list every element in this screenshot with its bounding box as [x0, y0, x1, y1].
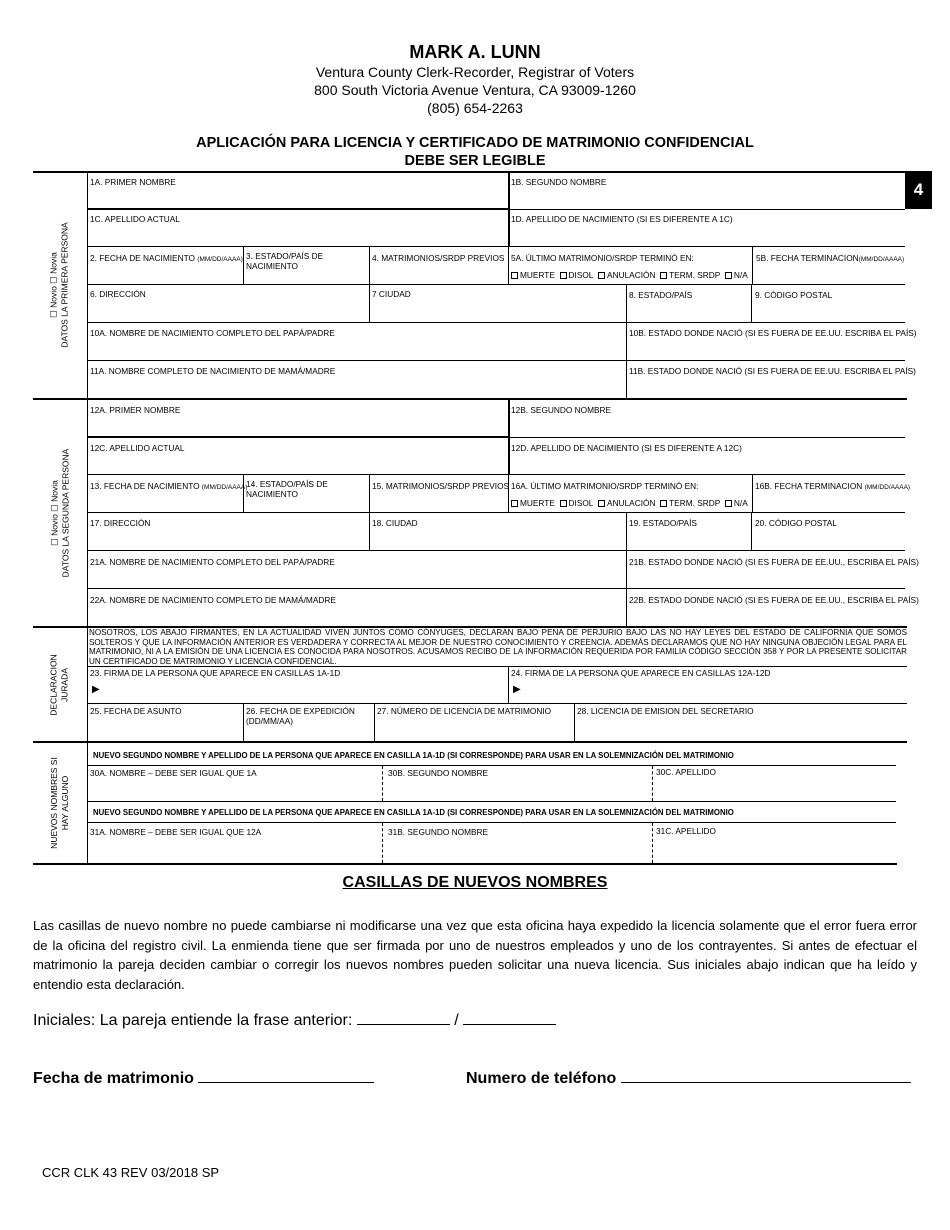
first-person-title: DATOS LA PRIMERA PERSONA	[60, 222, 70, 348]
checkbox-icon[interactable]	[660, 272, 667, 279]
opt-anulacion: ANULACIÓN	[607, 498, 656, 508]
divider	[751, 512, 752, 550]
divider	[752, 246, 753, 284]
divider	[626, 284, 627, 398]
divider	[508, 172, 510, 246]
divider	[33, 741, 907, 743]
field-17[interactable]: 17. DIRECCIÓN	[90, 518, 151, 528]
field-2-label: 2. FECHA DE NACIMIENTO	[90, 253, 195, 263]
phone-number-label: Numero de teléfono	[466, 1070, 617, 1087]
field-16b-format: (MM/DD/AAAA)	[864, 484, 911, 491]
new-names-label-1: NUEVOS NOMBRES SI	[49, 757, 60, 849]
field-25[interactable]: 25. FECHA DE ASUNTO	[90, 706, 182, 716]
divider	[88, 322, 905, 323]
wedding-date-label: Fecha de matrimonio	[33, 1070, 194, 1087]
divider	[382, 766, 383, 801]
field-5b-label: 5B. FECHA TERMINACION	[756, 253, 859, 263]
checkbox-icon[interactable]	[725, 272, 732, 279]
divider	[509, 209, 905, 210]
checkbox-icon[interactable]	[725, 500, 732, 507]
opt-term: TERM. SRDP	[669, 498, 721, 508]
opt-na: N/A	[733, 270, 748, 280]
phone-number-line	[466, 1069, 911, 1088]
opt-anulacion: ANULACIÓN	[607, 270, 656, 280]
field-31c[interactable]: 31C. APELLIDO	[656, 826, 716, 836]
divider	[88, 246, 905, 247]
divider	[626, 512, 627, 626]
divider	[87, 171, 88, 863]
checkbox-icon[interactable]	[511, 272, 518, 279]
divider	[508, 246, 509, 284]
field-9[interactable]: 9. CÓDIGO POSTAL	[755, 290, 833, 300]
initials-field-1[interactable]	[357, 1011, 450, 1025]
field-5a[interactable]: 5A. ÚLTIMO MATRIMONIO/SRDP TERMINÓ EN:	[511, 253, 694, 263]
divider	[88, 512, 905, 513]
wedding-date-field[interactable]	[198, 1069, 374, 1083]
field-16b-label: 16B. FECHA TERMINACION	[755, 481, 863, 491]
field-19[interactable]: 19. ESTADO/PAÍS	[629, 518, 697, 528]
field-5b[interactable]	[756, 253, 904, 265]
new-names-label-2: HAY ALGUNO	[60, 775, 71, 831]
field-3[interactable]: 3. ESTADO/PAÍS DE NACIMIENTO	[246, 251, 324, 271]
field-21a[interactable]: 21A. NOMBRE DE NACIMIENTO COMPLETO DEL PAPÁ/PADRE	[90, 557, 335, 567]
end-options-second[interactable]	[511, 498, 748, 508]
wedding-date-line	[33, 1069, 374, 1088]
divider	[243, 703, 244, 741]
field-24[interactable]: 24. FIRMA DE LA PERSONA QUE APARECE EN CASILLAS 12A-12D	[511, 668, 771, 678]
checkbox-icon[interactable]	[511, 500, 518, 507]
field-5b-format: (MM/DD/AAAA)	[858, 256, 905, 263]
field-16b[interactable]	[755, 481, 910, 493]
gender-checkboxes-second[interactable]: ☐ Novio ☐ Novia	[49, 480, 59, 546]
divider	[752, 474, 753, 512]
field-1b[interactable]: 1B. SEGUNDO NOMBRE	[511, 177, 607, 187]
field-6[interactable]: 6. DIRECCIÓN	[90, 289, 146, 299]
opt-disol: DISOL	[568, 498, 594, 508]
field-30b[interactable]: 30B. SEGUNDO NOMBRE	[388, 768, 489, 778]
second-person-title: DATOS LA SEGUNDA PERSONA	[60, 448, 70, 578]
address-line: 800 South Victoria Avenue Ventura, CA 93009-1260	[314, 82, 636, 98]
divider	[88, 703, 907, 704]
field-7[interactable]: 7 CIUDAD	[372, 289, 411, 299]
divider	[508, 666, 509, 703]
divider	[88, 284, 905, 285]
field-12b[interactable]: 12B. SEGUNDO NOMBRE	[511, 405, 612, 415]
field-31b[interactable]: 31B. SEGUNDO NOMBRE	[388, 827, 489, 837]
field-8[interactable]: 8. ESTADO/PAÍS	[629, 290, 693, 300]
opt-muerte: MUERTE	[520, 270, 555, 280]
field-1a[interactable]: 1A. PRIMER NOMBRE	[90, 177, 176, 187]
field-4[interactable]: 4. MATRIMONIOS/SRDP PREVIOS	[372, 253, 505, 263]
initials-field-2[interactable]	[463, 1011, 556, 1025]
arrow-right-icon: ▶	[513, 684, 521, 695]
divider	[88, 822, 896, 823]
field-13-label: 13. FECHA DE NACIMIENTO	[90, 481, 200, 491]
checkbox-icon[interactable]	[660, 500, 667, 507]
divider	[88, 360, 905, 361]
divider	[33, 398, 907, 400]
field-21b[interactable]: 21B. ESTADO DONDE NACIÓ (SI ES FUERA DE EE.UU., ESCRIBA EL PAÍS)	[629, 557, 919, 567]
field-23[interactable]: 23. FIRMA DE LA PERSONA QUE APARECE EN CASILLAS 1A-1D	[90, 668, 341, 678]
field-22a[interactable]: 22A. NOMBRE DE NACIMIENTO COMPLETO DE MAMÁ/MADRE	[90, 595, 336, 605]
opt-disol: DISOL	[568, 270, 594, 280]
field-13-format: (MM/DD/AAAA)	[201, 484, 248, 491]
field-12d[interactable]: 12D. APELLIDO DE NACIMIENTO (SI ES DIFERENTE A 12C)	[511, 443, 742, 453]
divider	[88, 801, 896, 802]
field-20[interactable]: 20. CÓDIGO POSTAL	[755, 518, 837, 528]
arrow-right-icon: ▶	[92, 684, 100, 695]
field-27[interactable]: 27. NÚMERO DE LICENCIA DE MATRIMONIO	[377, 706, 552, 716]
field-1c[interactable]: 1C. APELLIDO ACTUAL	[90, 214, 180, 224]
divider	[88, 765, 896, 766]
office-line: Ventura County Clerk-Recorder, Registrar of Voters	[315, 64, 635, 80]
phone-number-field[interactable]	[621, 1069, 911, 1083]
field-31a[interactable]: 31A. NOMBRE – DEBE SER IGUAL QUE 12A	[90, 827, 262, 837]
initials-separator: /	[454, 1012, 459, 1029]
declaration-text: NOSOTROS, LOS ABAJO FIRMANTES, EN LA ACTUALIDAD VIVEN JUNTOS COMO CÓNYUGES, DECLARAN BAJO PENA DE PERJURIO BAJO LAS NO HAY LEYES DEL ESTADO DE CALIFORNIA QUE SOMOS SOLTEROS Y QUE LA INFORMACIÓN ANTERIOR ES VERDADERA Y CORRECTA AL MEJOR DE NUESTRO CONOCIMIENTO Y CREENCIA. ADEMÁS DECLARAMOS QUE NO HAY NINGUNA OBJECIÓN LEGAL PARA EL MATRIMONIO, NI A LA EMISIÓN DE UNA LICENCIA ES CONOCIDA PARA NOSOTROS. ACUSAMOS RECIBO DE LA INFORMACIÓN REQUERIDA POR FAMILIA CÓDIGO SECCIÓN 358 Y POR LA PRESENTE SOLICITAR UN CERTIFICADO DE MATRIMONIO Y LICENCIA CONFIDENCIAL.	[89, 628, 907, 666]
field-2-format: (MM/DD/AAAA)	[197, 256, 243, 263]
field-22b[interactable]: 22B. ESTADO DONDE NACIÓ (SI ES FUERA DE EE.UU., ESCRIBA EL PAÍS)	[629, 595, 919, 605]
field-26[interactable]: 26. FECHA DE EXPEDICIÓN (DD/MM/AA)	[246, 706, 355, 726]
divider	[369, 246, 370, 322]
divider	[88, 436, 509, 438]
divider	[33, 863, 897, 865]
divider	[508, 474, 509, 512]
field-2[interactable]	[90, 253, 243, 265]
field-11a[interactable]: 11A. NOMBRE COMPLETO DE NACIMIENTO DE MAMÁ/MADRE	[90, 366, 336, 376]
opt-term: TERM. SRDP	[669, 270, 721, 280]
new-names-heading-2: NUEVO SEGUNDO NOMBRE Y APELLIDO DE LA PERSONA QUE APARECE EN CASILLA 1A-1D (SI CORRESPONDE) PARA USAR EN LA SOLEMNIZACIÓN DEL MATRIMONIO	[93, 808, 734, 817]
field-16a[interactable]: 16A. ÚLTIMO MATRIMONIO/SRDP TERMINÓ EN:	[511, 481, 699, 491]
field-10b[interactable]: 10B. ESTADO DONDE NACIÓ (SI ES FUERA DE EE.UU. ESCRIBA EL PAÍS)	[629, 328, 917, 338]
initials-line	[33, 1011, 556, 1030]
checkbox-icon[interactable]	[560, 272, 567, 279]
divider	[88, 208, 509, 210]
field-1d[interactable]: 1D. APELLIDO DE NACIMIENTO (SI ES DIFERENTE A 1C)	[511, 214, 733, 224]
opt-na: N/A	[733, 498, 748, 508]
field-30c[interactable]: 30C. APELLIDO	[656, 767, 716, 777]
divider	[574, 703, 575, 741]
field-15[interactable]: 15. MATRIMONIOS/SRDP PREVIOS	[372, 481, 510, 491]
new-names-paragraph: Las casillas de nuevo nombre no puede cambiarse ni modificarse una vez que esta oficina haya expedido la licencia solamente que el error fuera error de la oficina del registro civil. La enmienda tiene que ser firmada por uno de nuestros empleados y uno de los contrayentes. Si antes de efectuar el matrimonio la pareja deciden cambiar o corregir los nuevos nombres pueden solicitar una nueva licencia. Sus iniciales abajo indican que ha leído y entendio esta declaración.	[33, 918, 917, 992]
field-14[interactable]: 14. ESTADO/PAÍS DE NACIMIENTO	[246, 479, 328, 499]
phone-line: (805) 654-2263	[427, 100, 523, 116]
field-12c[interactable]: 12C. APELLIDO ACTUAL	[90, 443, 185, 453]
divider	[33, 171, 907, 173]
form-code: CCR CLK 43 REV 03/2018 SP	[42, 1165, 220, 1180]
field-30a[interactable]: 30A. NOMBRE – DEBE SER IGUAL QUE 1A	[90, 768, 257, 778]
initials-label: Iniciales: La pareja entiende la frase anterior:	[33, 1012, 353, 1029]
checkbox-icon[interactable]	[598, 272, 605, 279]
divider	[88, 588, 905, 589]
divider	[88, 550, 905, 551]
side-label-first-person	[33, 172, 87, 398]
side-label-new-names	[33, 743, 87, 863]
official-name: MARK A. LUNN	[409, 42, 541, 62]
divider	[374, 703, 375, 741]
end-options-first[interactable]	[511, 270, 748, 280]
divider	[369, 474, 370, 550]
divider	[382, 823, 383, 863]
new-names-title: CASILLAS DE NUEVOS NOMBRES	[342, 874, 608, 891]
side-label-declaration	[33, 628, 87, 741]
divider	[243, 474, 244, 512]
divider	[509, 437, 905, 438]
side-label-second-person	[33, 400, 87, 626]
gender-checkboxes-first[interactable]: ☐ Novio ☐ Novia	[49, 252, 59, 318]
new-names-heading-1: NUEVO SEGUNDO NOMBRE Y APELLIDO DE LA PERSONA QUE APARECE EN CASILLA 1A-1D (SI CORRESPONDE) PARA USAR EN LA SOLEMNIZACIÓN DEL MATRIMONIO	[93, 751, 734, 760]
opt-muerte: MUERTE	[520, 498, 555, 508]
form-subtitle: DEBE SER LEGIBLE	[404, 153, 546, 169]
field-11b[interactable]: 11B. ESTADO DONDE NACIÓ (SI ES FUERA DE EE.UU. ESCRIBA EL PAÍS)	[629, 366, 916, 376]
field-13[interactable]	[90, 481, 247, 493]
field-18[interactable]: 18. CIUDAD	[372, 518, 418, 528]
field-12a[interactable]: 12A. PRIMER NOMBRE	[90, 405, 181, 415]
form-title: APLICACIÓN PARA LICENCIA Y CERTIFICADO DE MATRIMONIO CONFIDENCIAL	[196, 135, 754, 151]
divider	[243, 246, 244, 284]
divider	[652, 823, 653, 863]
decl-label-2: JURADA	[60, 667, 70, 702]
divider	[508, 400, 510, 474]
checkbox-icon[interactable]	[560, 500, 567, 507]
field-28[interactable]: 28. LICENCIA DE EMISION DEL SECRETARIO	[577, 706, 754, 716]
divider	[88, 474, 905, 475]
decl-label-1: DECLARACION	[49, 653, 59, 716]
divider	[652, 766, 653, 801]
checkbox-icon[interactable]	[598, 500, 605, 507]
field-10a[interactable]: 10A. NOMBRE DE NACIMIENTO COMPLETO DEL PAPÁ/PADRE	[90, 328, 335, 338]
page-number-badge: 4	[905, 171, 932, 209]
divider	[751, 284, 752, 322]
